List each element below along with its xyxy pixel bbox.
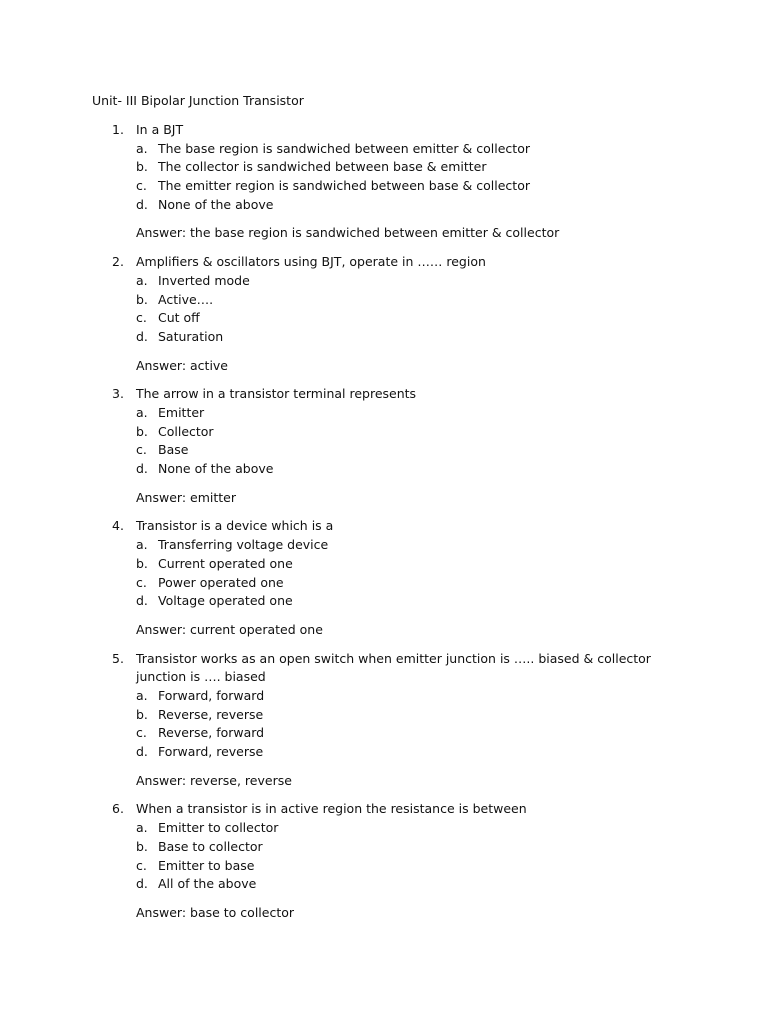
option-letter: b. bbox=[136, 423, 148, 439]
option-letter: b. bbox=[136, 706, 148, 722]
option-c bbox=[0, 574, 768, 593]
option-text: All of the above bbox=[158, 876, 257, 892]
question-text: In a BJT bbox=[136, 122, 184, 137]
option-text: Active…. bbox=[158, 291, 214, 307]
question-number: 4. bbox=[112, 518, 124, 534]
option-c bbox=[0, 857, 768, 876]
option-letter: d. bbox=[136, 593, 148, 609]
option-a bbox=[0, 140, 768, 159]
question-number: 2. bbox=[112, 254, 124, 270]
question-4 bbox=[0, 517, 768, 639]
answer-text: Answer: base to collector bbox=[136, 904, 295, 920]
option-letter: d. bbox=[136, 744, 148, 760]
option-text: Base to collector bbox=[158, 838, 263, 854]
option-letter: b. bbox=[136, 838, 148, 854]
question-text: Transistor works as an open switch when emitter junction is ….. biased & collector junction is …. biased bbox=[136, 650, 651, 685]
document-title: Unit- III Bipolar Junction Transistor bbox=[92, 93, 304, 108]
option-letter: a. bbox=[136, 688, 148, 704]
option-letter: a. bbox=[136, 272, 148, 288]
option-text: Collector bbox=[158, 423, 214, 439]
option-letter: c. bbox=[136, 442, 147, 458]
option-letter: d. bbox=[136, 196, 148, 212]
option-c bbox=[0, 441, 768, 460]
question-text: The arrow in a transistor terminal represents bbox=[136, 386, 417, 402]
question-5 bbox=[0, 650, 768, 791]
option-b bbox=[0, 291, 768, 310]
option-text: The emitter region is sandwiched between base & collector bbox=[158, 178, 530, 194]
answer-text: Answer: current operated one bbox=[136, 621, 323, 637]
question-list bbox=[0, 121, 768, 933]
option-letter: b. bbox=[136, 291, 148, 307]
option-text: Base bbox=[158, 442, 189, 458]
option-letter: b. bbox=[136, 159, 148, 175]
option-letter: d. bbox=[136, 461, 148, 477]
option-text: Saturation bbox=[158, 328, 224, 344]
question-text: When a transistor is in active region the resistance is between bbox=[136, 801, 527, 817]
option-d bbox=[0, 196, 768, 215]
option-letter: a. bbox=[136, 537, 148, 553]
option-text: None of the above bbox=[158, 196, 274, 212]
option-a bbox=[0, 687, 768, 706]
option-text: Power operated one bbox=[158, 574, 284, 590]
option-d bbox=[0, 592, 768, 611]
option-c bbox=[0, 177, 768, 196]
option-c bbox=[0, 309, 768, 328]
option-text: Voltage operated one bbox=[158, 593, 293, 609]
option-b bbox=[0, 555, 768, 574]
option-text: Forward, reverse bbox=[158, 744, 264, 760]
option-text: Inverted mode bbox=[158, 272, 250, 288]
question-text: Transistor is a device which is a bbox=[136, 518, 334, 534]
question-number: 5. bbox=[112, 650, 124, 666]
option-text: Transferring voltage device bbox=[158, 537, 329, 553]
question-text: Amplifiers & oscillators using BJT, operate in …… region bbox=[136, 254, 486, 270]
option-a bbox=[0, 272, 768, 291]
option-letter: c. bbox=[136, 574, 147, 590]
option-text: The collector is sandwiched between base & emitter bbox=[158, 159, 487, 175]
option-text: Emitter to base bbox=[158, 857, 255, 873]
answer-text: Answer: the base region is sandwiched between emitter & collector bbox=[136, 225, 560, 241]
option-text: Emitter to collector bbox=[158, 820, 279, 836]
option-d bbox=[0, 460, 768, 479]
option-letter: a. bbox=[136, 820, 148, 836]
question-6 bbox=[0, 800, 768, 922]
option-a bbox=[0, 536, 768, 555]
option-b bbox=[0, 706, 768, 725]
option-text: None of the above bbox=[158, 461, 274, 477]
option-a bbox=[0, 404, 768, 423]
option-text: The base region is sandwiched between emitter & collector bbox=[158, 140, 530, 156]
option-letter: a. bbox=[136, 140, 148, 156]
option-d bbox=[0, 875, 768, 894]
option-a bbox=[0, 819, 768, 838]
question-3 bbox=[0, 385, 768, 507]
answer-text: Answer: reverse, reverse bbox=[136, 772, 292, 788]
option-letter: c. bbox=[136, 178, 147, 194]
option-letter: a. bbox=[136, 405, 148, 421]
answer-text: Answer: emitter bbox=[136, 489, 236, 505]
option-d bbox=[0, 328, 768, 347]
option-d bbox=[0, 743, 768, 762]
question-number: 3. bbox=[112, 386, 124, 402]
option-letter: b. bbox=[136, 555, 148, 571]
option-letter: c. bbox=[136, 310, 147, 326]
option-b bbox=[0, 838, 768, 857]
option-letter: c. bbox=[136, 725, 147, 741]
option-text: Reverse, forward bbox=[158, 725, 265, 741]
option-text: Emitter bbox=[158, 405, 205, 421]
question-2 bbox=[0, 253, 768, 375]
question-1 bbox=[0, 121, 768, 243]
option-text: Current operated one bbox=[158, 555, 293, 571]
option-letter: d. bbox=[136, 328, 148, 344]
answer-text: Answer: active bbox=[136, 357, 228, 373]
question-number: 6. bbox=[112, 801, 124, 817]
option-text: Forward, forward bbox=[158, 688, 265, 704]
question-number: 1. bbox=[112, 122, 124, 137]
option-letter: c. bbox=[136, 857, 147, 873]
option-c bbox=[0, 724, 768, 743]
option-letter: d. bbox=[136, 876, 148, 892]
option-b bbox=[0, 158, 768, 177]
option-text: Reverse, reverse bbox=[158, 706, 264, 722]
option-text: Cut off bbox=[158, 310, 200, 326]
option-b bbox=[0, 423, 768, 442]
